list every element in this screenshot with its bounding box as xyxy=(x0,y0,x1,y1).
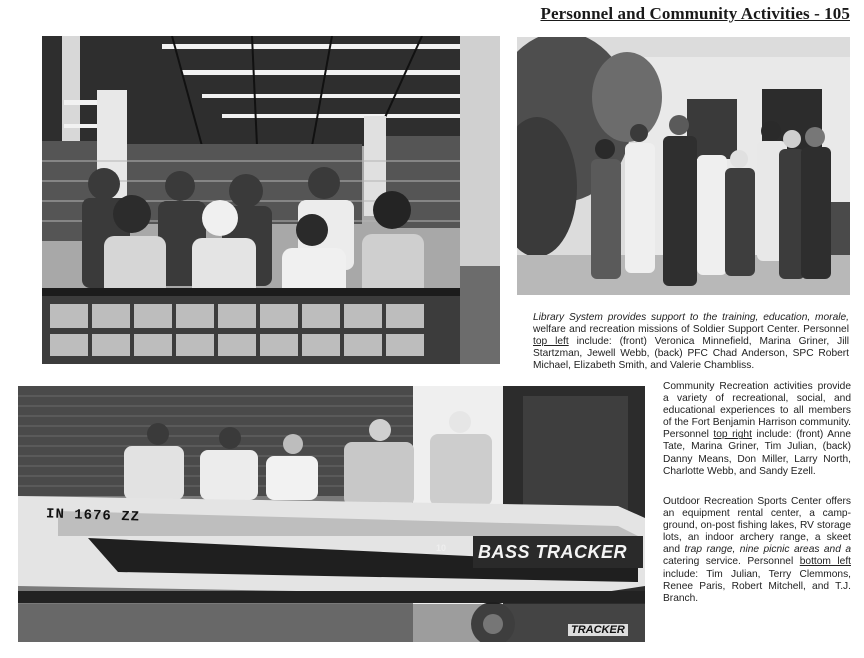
library-caption-position: top left xyxy=(533,336,569,348)
community-caption xyxy=(663,381,851,478)
library-photo-graphic xyxy=(42,36,500,364)
trailer-model-label: TRACKER xyxy=(568,624,628,636)
outdoor-staff-photo xyxy=(18,386,645,642)
library-caption-intro: Library System provides support to the training, education, morale, xyxy=(533,312,849,323)
outdoor-caption-names: include: Tim Julian, Terry Clemmons, Renee Paris, Robert Mitchell, and T.J. Branch. xyxy=(663,568,851,604)
library-caption-rest: welfare and recreation missions of Soldier Support Center. Personnel xyxy=(533,324,849,336)
library-caption-names: include: (front) Veronica Minnefield, Marina Griner, Jill Startzman, Jewell Webb, (back) PFC Chad Anderson, SPC Robert Michael, Elizabeth Smith, and Valerie Chambliss. xyxy=(533,336,849,372)
community-photo-graphic xyxy=(517,37,850,295)
community-staff-photo xyxy=(517,37,850,295)
outdoor-caption-text-b: catering service. Personnel xyxy=(663,556,800,568)
page-header: Personnel and Community Activities - 105 xyxy=(540,4,850,23)
outdoor-caption-italic: trap range, nine picnic areas and a xyxy=(684,544,851,556)
outdoor-caption xyxy=(663,496,851,605)
library-staff-photo xyxy=(42,36,500,364)
boat-hull-number: 10 xyxy=(436,543,447,553)
outdoor-caption-text-a: Outdoor Recreation Sports Center offers an equipment rental center, a camp-ground, on-post fishing lakes, RV storage lots, an indoor archery range, a skeet and xyxy=(663,496,851,556)
community-caption-names: include: (front) Anne Tate, Marina Griner, Tim Julian, (back) Danny Means, Don Miller, Larry North, Charlotte Webb, and Sandy Ezell. xyxy=(663,429,851,477)
boat-brand-logo: BASS TRACKER xyxy=(478,542,628,562)
community-caption-position: top right xyxy=(713,429,752,441)
community-caption-text: Community Recreation activities provide a variety of recreational, social, and educational experiences to all members of the Fort Benjamin Harrison community. Personnel xyxy=(663,381,851,441)
library-caption xyxy=(533,312,849,372)
boat-registration: IN 1676 ZZ xyxy=(45,506,141,526)
outdoor-caption-position: bottom left xyxy=(799,556,851,568)
